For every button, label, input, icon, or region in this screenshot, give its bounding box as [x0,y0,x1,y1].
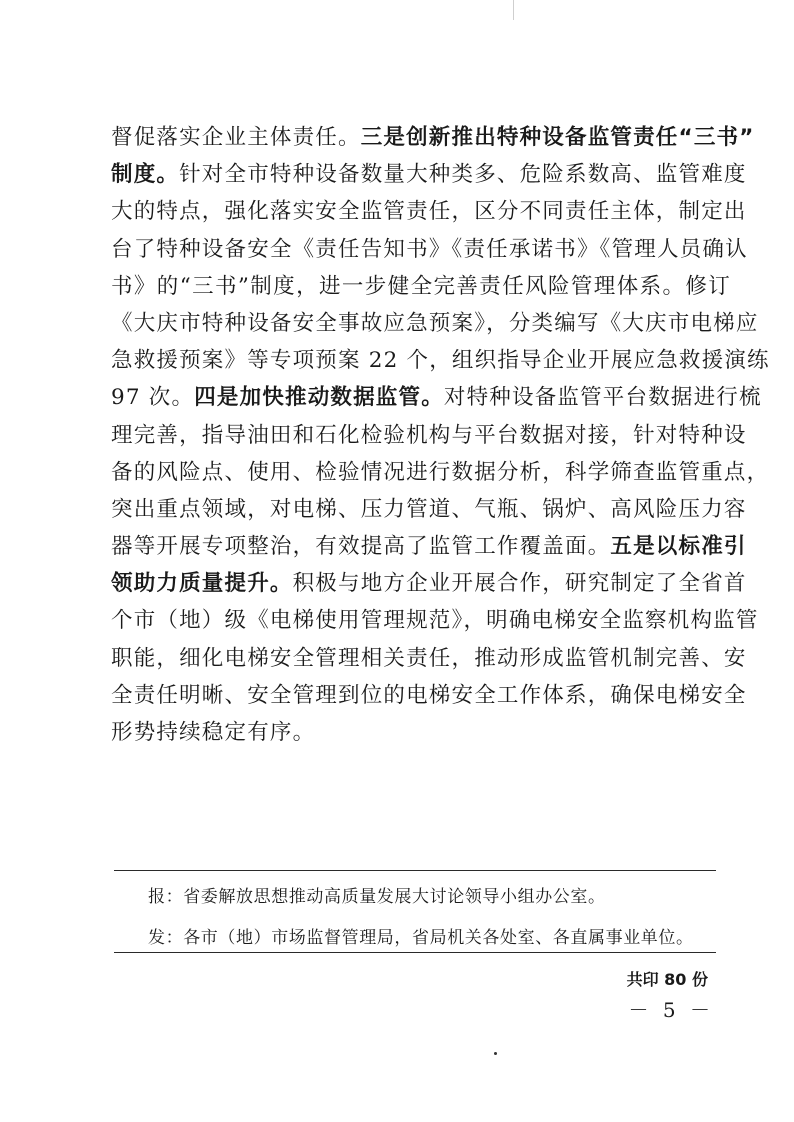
text-segment: 对特种设备监管平台数据进行梳 [443,385,762,411]
distribution-line: 发：各市（地）市场监督管理局，省局机关各处室、各直属事业单位。 [148,928,694,948]
text-line [111,342,770,379]
text-line [111,565,747,602]
text-segment: 形势持续稳定有序。 [111,720,316,745]
report-to-line: 报：省委解放思想推动高质量发展大讨论领导小组办公室。 [148,887,606,907]
text-line [111,528,747,565]
text-segment: 备的风险点、使用、检验情况进行数据分析，科学筛查监管重点， [111,459,770,485]
text-line [111,714,731,751]
text-line [111,193,747,230]
highlighted-text: 制度。 [111,162,180,188]
text-line [111,677,747,714]
text-segment: 书》的“三书”制度，进一步健全完善责任风险管理体系。修订 [111,273,731,299]
text-segment: 《大庆市特种设备安全事故应急预案》，分类编写《大庆市电梯应 [111,310,759,336]
text-segment: 个市（地）级《电梯使用管理规范》，明确电梯安全监察机构监管 [111,608,759,634]
highlighted-text: 四是加快推动数据监管。 [194,385,444,411]
text-line [111,640,747,677]
highlighted-text: 领助力质量提升。 [111,571,293,597]
text-segment: 器等开展专项整治，有效提高了监管工作覆盖面。 [111,534,611,560]
highlighted-text: 三是创新推出特种设备监管责任“三书” [360,125,755,150]
scan-edge-mark [513,0,514,20]
text-segment: 大的特点，强化落实安全监管责任，区分不同责任主体，制定出 [111,199,747,225]
text-line [111,417,747,454]
print-count: 共印 80 份 [626,970,708,989]
text-segment: 职能，细化电梯安全管理相关责任，推动形成监管机制完善、安 [111,645,747,671]
text-segment: 急救援预案》等专项预案 22 个，组织指导企业开展应急救援演练 [111,348,770,374]
text-line [111,119,755,156]
text-line [111,268,731,305]
text-segment: 针对全市特种设备数量大种类多、危险系数高、监管难度 [179,162,747,188]
text-line [111,156,747,193]
scan-speck [494,1052,497,1055]
text-segment: 积极与地方企业开展合作，研究制定了全省首 [292,571,747,597]
text-line [111,305,759,342]
footer-rule-top [114,870,716,871]
text-segment: 台了特种设备安全《责任告知书》《责任承诺书》《管理人员确认 [111,236,748,262]
text-segment: 理完善，指导油田和石化检验机构与平台数据对接，针对特种设 [111,422,747,448]
text-segment: 全责任明晰、安全管理到位的电梯安全工作体系，确保电梯安全 [111,682,747,708]
text-line [111,454,770,491]
highlighted-text: 五是以标准引 [610,534,747,560]
text-line [111,491,747,528]
text-segment: 突出重点领域，对电梯、压力管道、气瓶、锅炉、高风险压力容 [111,496,747,522]
text-line [111,379,762,416]
text-line [111,602,759,639]
text-line [111,231,748,268]
text-segment: 97 次。 [111,385,195,411]
page-number: － 5 － [628,998,714,1022]
body-paragraph [111,119,770,751]
footer-rule-bottom [114,952,716,953]
text-segment: 督促落实企业主体责任。 [111,125,361,150]
